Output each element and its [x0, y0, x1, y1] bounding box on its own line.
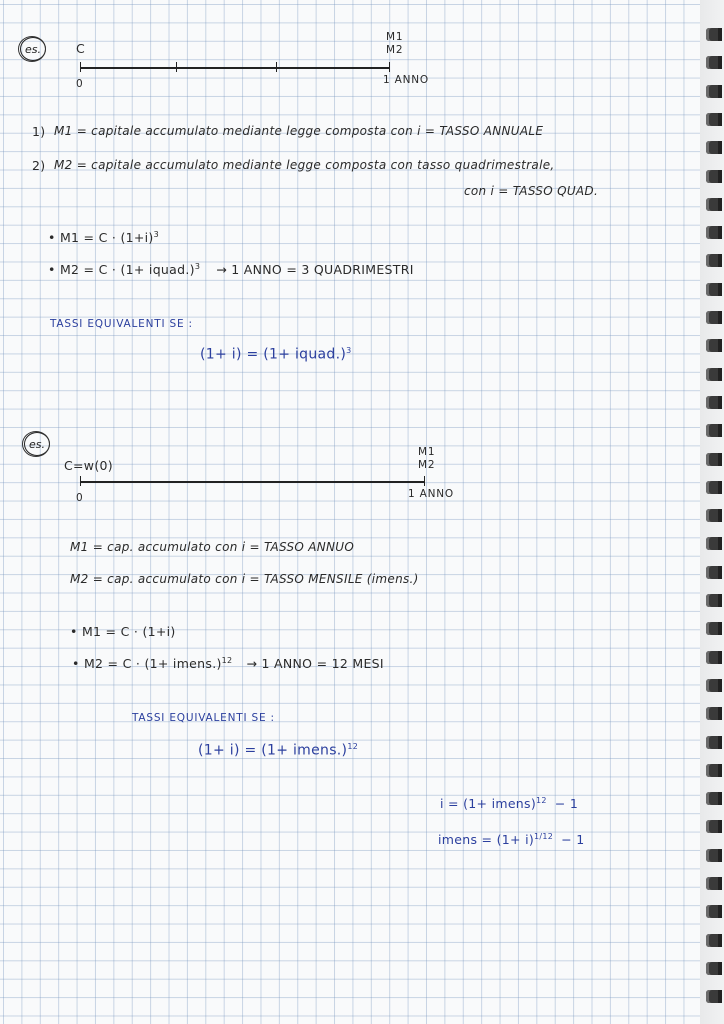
- def1-text: M1 = capitale accumulato mediante legge composta con i = TASSO ANNUALE: [54, 124, 544, 138]
- binding-ring: [706, 849, 722, 862]
- result-i-minus: − 1: [554, 796, 579, 812]
- formula-m2: [48, 262, 414, 277]
- equiv2-text: (1+ i) = (1+ imens.): [198, 742, 348, 759]
- example-badge-2: es.: [24, 432, 50, 456]
- timeline1-end-label-m1: M1: [386, 31, 404, 43]
- timeline1-tick: [176, 62, 177, 72]
- formula-m2-text: • M2 = C · (1+ iquad.): [48, 262, 195, 278]
- timeline2-year-label: 1 ANNO: [408, 488, 454, 500]
- binding-ring: [706, 990, 722, 1003]
- binding-ring: [706, 198, 722, 211]
- formula-m2-exponent: 3: [194, 262, 201, 271]
- binding-ring: [706, 820, 722, 833]
- timeline1-end-label-m2: M2: [386, 44, 404, 56]
- timeline1-axis: [80, 67, 390, 69]
- timeline1-tick: [80, 62, 81, 72]
- binding-ring: [706, 453, 722, 466]
- timeline1-start-label: C: [76, 41, 86, 56]
- equiv1-text: (1+ i) = (1+ iquad.): [200, 346, 347, 363]
- binding-ring: [706, 481, 722, 494]
- binding-ring: [706, 651, 722, 664]
- equiv2-exponent: 12: [347, 742, 359, 751]
- def2-number: 2): [32, 158, 46, 173]
- binding-ring: [706, 113, 722, 126]
- binding-ring: [706, 141, 722, 154]
- binding-ring: [706, 424, 722, 437]
- binding-ring: [706, 254, 722, 267]
- binding-ring: [706, 396, 722, 409]
- result-imens-minus: − 1: [561, 832, 585, 848]
- binding-ring: [706, 339, 722, 352]
- timeline1-tick: [389, 62, 390, 72]
- binding-ring: [706, 56, 722, 69]
- binding-ring: [706, 283, 722, 296]
- result-i: [440, 796, 578, 811]
- equiv1-formula: [200, 346, 352, 363]
- ex2-formula-m2: [72, 656, 384, 671]
- binding-ring: [706, 877, 722, 890]
- binding-ring: [706, 736, 722, 749]
- result-i-text: i = (1+ imens): [440, 796, 537, 812]
- equiv2-formula: [198, 742, 358, 759]
- binding-ring: [706, 792, 722, 805]
- def2-continuation: con i = TASSO QUAD.: [464, 184, 599, 198]
- binding-ring: [706, 962, 722, 975]
- example-badge-1: es.: [20, 37, 46, 61]
- timeline2-end-label-m1: M1: [418, 446, 436, 458]
- timeline2-zero-label: 0: [76, 492, 84, 504]
- binding-ring: [706, 679, 722, 692]
- equiv1-exponent: 3: [346, 346, 352, 355]
- ex2-formula-m2-note: → 1 ANNO = 12 MESI: [246, 656, 384, 672]
- result-imens: [438, 832, 585, 847]
- binding-ring: [706, 226, 722, 239]
- binding-ring: [706, 934, 722, 947]
- result-imens-text: imens = (1+ i): [438, 832, 535, 848]
- result-imens-exponent: 1/12: [534, 832, 554, 841]
- timeline2-start-label: C=w(0): [64, 458, 113, 473]
- binding-ring: [706, 566, 722, 579]
- def2-text: M2 = capitale accumulato mediante legge composta con tasso quadrimestrale,: [54, 158, 555, 172]
- binding-ring: [706, 764, 722, 777]
- binding-ring: [706, 622, 722, 635]
- formula-m1-exponent: 3: [153, 230, 159, 239]
- timeline2-tick: [80, 476, 81, 486]
- ex2-def2: M2 = cap. accumulato con i = TASSO MENSILE (imens.): [70, 572, 419, 586]
- binding-ring: [706, 594, 722, 607]
- binding-ring: [706, 311, 722, 324]
- timeline2-end-label-m2: M2: [418, 459, 436, 471]
- formula-m1: [48, 230, 159, 245]
- timeline1-year-label: 1 ANNO: [383, 74, 429, 86]
- def1-number: 1): [32, 124, 46, 139]
- formula-m1-text: • M1 = C · (1+i): [48, 230, 154, 246]
- binding-ring: [706, 905, 722, 918]
- timeline2-axis: [80, 481, 425, 483]
- binding-ring: [706, 509, 722, 522]
- binding-ring: [706, 85, 722, 98]
- formula-m2-note: → 1 ANNO = 3 QUADRIMESTRI: [216, 262, 414, 278]
- ex2-formula-m2-text: • M2 = C · (1+ imens.): [72, 656, 222, 672]
- result-i-exponent: 12: [536, 796, 547, 805]
- binding-ring: [706, 28, 722, 41]
- ex2-def1: M1 = cap. accumulato con i = TASSO ANNUO: [70, 540, 355, 554]
- binding-ring: [706, 170, 722, 183]
- equiv1-label: TASSI EQUIVALENTI SE :: [50, 318, 193, 330]
- timeline1-zero-label: 0: [76, 78, 84, 90]
- equiv2-label: TASSI EQUIVALENTI SE :: [132, 712, 275, 724]
- ex2-formula-m2-exponent: 12: [221, 656, 233, 665]
- binding-ring: [706, 368, 722, 381]
- timeline1-tick: [276, 62, 277, 72]
- ex2-formula-m1: • M1 = C · (1+i): [70, 624, 176, 639]
- binding-ring: [706, 707, 722, 720]
- timeline2-tick: [424, 476, 425, 486]
- binding-ring: [706, 537, 722, 550]
